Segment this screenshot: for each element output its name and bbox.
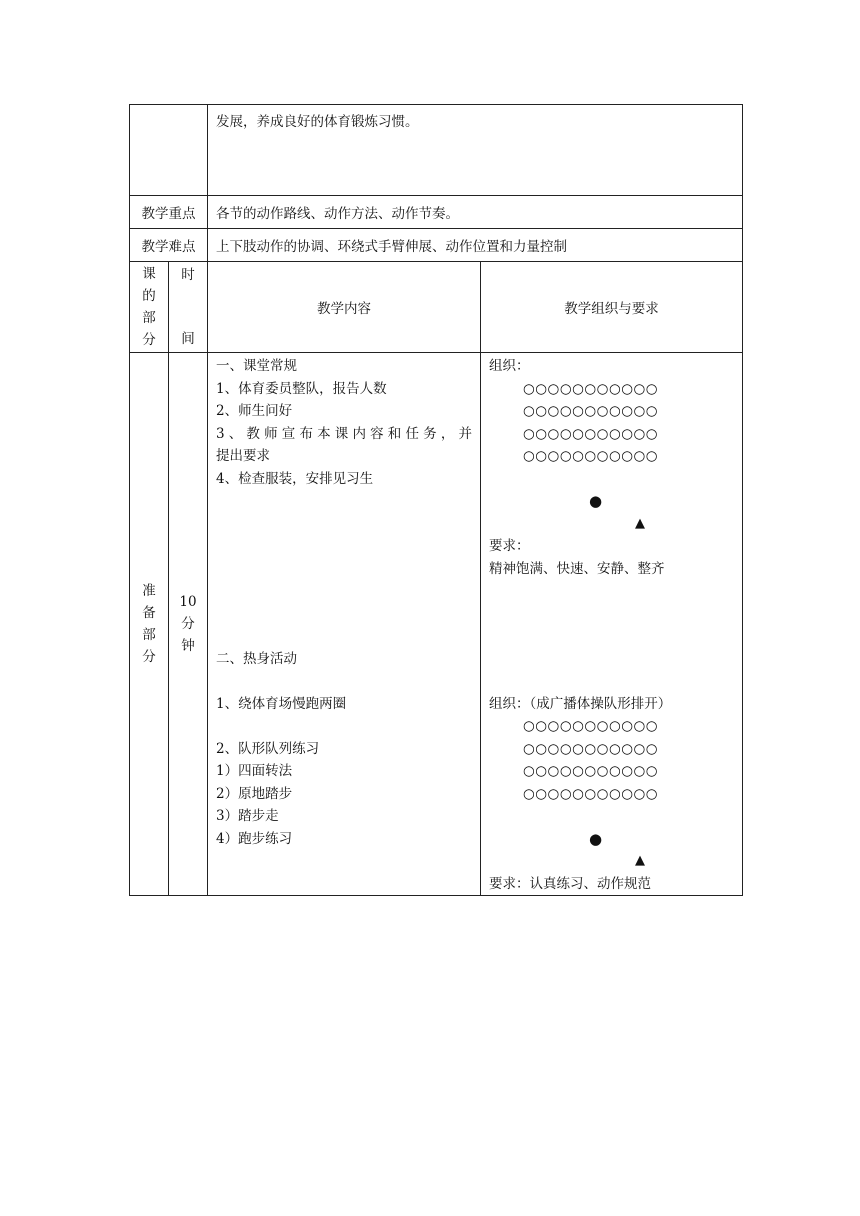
content-item: 2、队形队列练习: [216, 740, 320, 757]
organization-label: 组织：: [489, 358, 530, 374]
content-header: 教学内容: [208, 262, 481, 353]
difficulty-text: 上下肢动作的协调、环绕式手臂伸展、动作位置和力量控制: [208, 229, 743, 262]
student-formation-row: ○○○○○○○○○○○: [523, 763, 659, 779]
requirement-text: 要求：认真练习、动作规范: [489, 875, 651, 892]
objectives-continuation-row: [130, 105, 743, 196]
student-formation-row: ○○○○○○○○○○○: [523, 718, 659, 734]
triangle-marker: ▲: [635, 515, 645, 531]
part-header-char: 部: [142, 310, 156, 326]
student-formation-row: ○○○○○○○○○○○: [523, 785, 659, 802]
content-item: 1、绕体育场慢跑两圈: [216, 695, 347, 712]
part-header-char: 课: [142, 266, 156, 282]
prep-part-char: 准: [142, 583, 156, 599]
organization-label: 组织：（成广播体操队形排开）: [489, 695, 672, 712]
prep-time-cell: [169, 353, 208, 896]
time-header-cell: [169, 262, 208, 353]
student-formation-row: ○○○○○○○○○○○: [523, 380, 659, 397]
student-formation-row: ○○○○○○○○○○○: [523, 403, 659, 419]
column-header-row: [130, 262, 743, 353]
requirement-label: 要求：: [489, 538, 530, 554]
lesson-plan-table: [129, 104, 743, 896]
time-header-char: 时: [181, 267, 195, 283]
prep-time-char: 钟: [181, 638, 195, 654]
empty-label-cell: [130, 105, 208, 196]
prep-organization-cell: [481, 353, 743, 896]
prep-part-char: 备: [142, 605, 156, 621]
part-header-char: 的: [142, 288, 156, 304]
content-item: 1、体育委员整队，报告人数: [216, 380, 387, 397]
student-formation-row: ○○○○○○○○○○○: [523, 448, 659, 464]
difficulty-label: 教学难点: [130, 229, 208, 262]
section-title: 二、热身活动: [216, 650, 297, 667]
content-subitem: 1）四面转法: [216, 763, 293, 779]
content-item: 2、师生问好: [216, 403, 293, 419]
prep-part-char: 分: [142, 649, 156, 665]
content-subitem: 3）踏步走: [216, 808, 279, 824]
triangle-marker: ▲: [635, 853, 645, 868]
focus-label: 教学重点: [130, 196, 208, 229]
prep-part-char: 部: [142, 627, 156, 643]
objectives-continuation-cell: [208, 105, 743, 196]
part-header-cell: [130, 262, 169, 353]
student-formation-row: ○○○○○○○○○○○: [523, 425, 659, 442]
content-item: 3、教师宣布本课内容和任务，并: [216, 425, 472, 442]
student-formation-row: ○○○○○○○○○○○: [523, 740, 659, 757]
focus-row: [130, 196, 743, 229]
prep-content-cell: [208, 353, 481, 896]
prep-part-cell: [130, 353, 169, 896]
content-item: 4、检查服装，安排见习生: [216, 470, 374, 487]
objectives-continuation-text: 发展，养成良好的体育锻炼习惯。: [216, 114, 419, 130]
content-subitem: 4）跑步练习: [216, 830, 293, 847]
focus-text: 各节的动作路线、动作方法、动作节奏。: [208, 196, 743, 229]
requirement-text: 精神饱满、快速、安静、整齐: [489, 560, 665, 577]
part-header-char: 分: [142, 332, 156, 348]
content-item: 提出要求: [216, 448, 270, 464]
prep-time-value: 10: [179, 594, 197, 610]
difficulty-row: [130, 229, 743, 262]
teacher-marker: ●: [589, 829, 603, 848]
organization-header: 教学组织与要求: [481, 262, 743, 353]
section-title: 一、课堂常规: [216, 358, 297, 374]
prep-time-char: 分: [181, 616, 195, 632]
preparation-row: [130, 353, 743, 896]
content-subitem: 2）原地踏步: [216, 785, 293, 802]
time-header-char: 间: [181, 331, 195, 347]
teacher-marker: ●: [589, 492, 603, 510]
